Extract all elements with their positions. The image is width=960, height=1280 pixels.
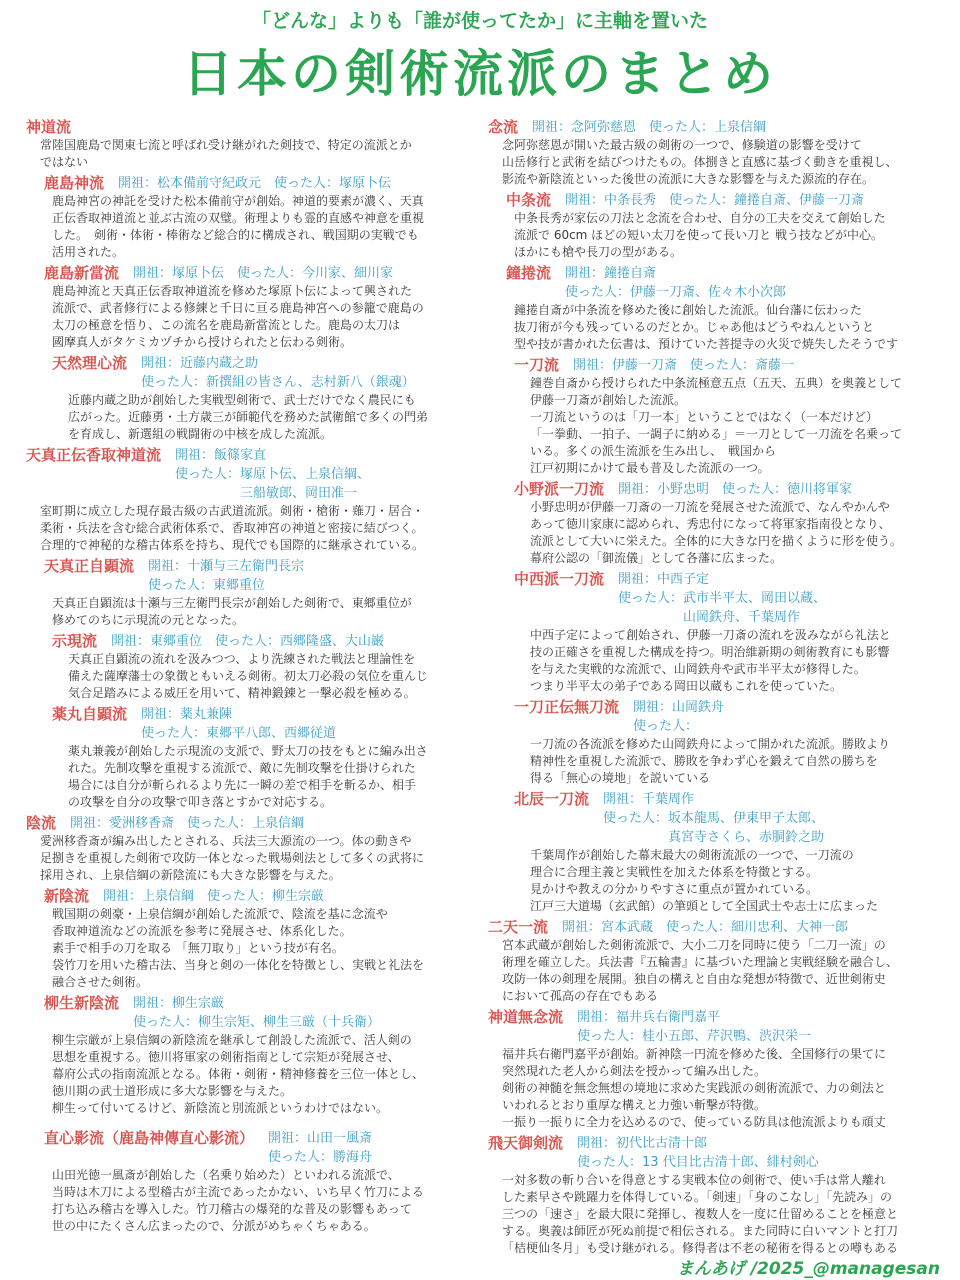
description-line: 技の正確さを重視した構成を持つ。明治維新期の剣術教育にも影響 <box>530 645 890 659</box>
school-meta <box>103 887 470 906</box>
school-entry <box>26 446 470 554</box>
school-header <box>26 118 470 137</box>
school-entry <box>26 887 470 991</box>
description-line: 戦国期の剣豪・上泉信綱が創始した流派で、陰流を基に念流や <box>52 907 388 921</box>
author-credit: まんあげ /2025_@managesan <box>676 1259 940 1279</box>
school-description <box>488 499 944 567</box>
school-name: 北辰一刀流 <box>514 790 590 808</box>
founder-users-line: 使った人：東郷重位 <box>148 578 266 593</box>
school-meta <box>577 1008 944 1046</box>
description-line: を育成し、新選組の戦闘術の中核を成した流派。 <box>68 427 333 441</box>
description-line: 福井兵右衛門嘉平が創始。新神陰一円流を修めた後、全国修行の果てに <box>502 1047 887 1061</box>
description-line: 備えた薩摩藩士の象徴ともいえる剣術。初太刀必殺の気位を重んじ <box>68 669 429 683</box>
description-line: 思想を重視する。徳川将軍家の剣術指南として宗矩が発展させ、 <box>52 1050 400 1064</box>
school-meta <box>268 1129 470 1167</box>
school-description <box>488 1172 944 1257</box>
description-line: 愛洲移香斎が編み出したとされる、兵法三大源流の一つ。体の動きや <box>40 834 412 848</box>
school-meta <box>133 994 470 1032</box>
school-description <box>488 736 944 787</box>
description-line: 当時は木刀による型稽古が主流であったかない、いち早く竹刀による <box>52 1185 424 1199</box>
description-line: 世の中にたくさん広まったので、分派がめちゃくちゃある。 <box>52 1219 376 1233</box>
school-name: 新陰流 <box>44 887 90 905</box>
school-name: 小野派一刀流 <box>514 480 605 498</box>
school-name: 示現流 <box>52 632 98 650</box>
school-header <box>488 1008 944 1046</box>
description-line: 精神性を重視した流派で、勝敗を争わず心を鍛えて自然の勝ちを <box>530 754 878 768</box>
school-description <box>26 651 470 702</box>
school-header <box>488 790 944 847</box>
school-entry <box>26 632 470 702</box>
founder-users-line: 山岡鉄舟、千葉周作 <box>618 610 801 625</box>
school-meta <box>565 191 944 210</box>
description-line: あって徳川家康に認められ、秀忠付になって将軍家指南役となり、 <box>530 517 891 531</box>
school-name: 二天一流 <box>488 918 549 936</box>
description-line: 融合させた剣術。 <box>52 975 149 989</box>
description-line: した素早さや跳躍力を体得している。「剣速」「身のこなし」「先読み」の <box>502 1190 893 1204</box>
school-name: 鹿島神流 <box>44 174 105 192</box>
school-name: 念流 <box>488 118 519 136</box>
description-line: 型や技が書かれた伝書は、預けていた菩提寺の火災で焼失したそうです <box>514 337 899 351</box>
founder-users-line: 開祖：上泉信綱 使った人：柳生宗厳 <box>103 889 325 904</box>
school-entry <box>26 118 470 171</box>
description-line: 常陸国鹿島で関東七流と呼ばれ受け継がれた剣技で、特定の流派とか <box>40 138 412 152</box>
description-line: 流派として大いに栄えた。全体的に大きな円を描くように形を使う。 <box>530 534 903 548</box>
school-description <box>488 375 944 477</box>
description-line: 術理を確立した。兵法書『五輪書』に基づいた理論と実戦経験を融合し、 <box>502 955 899 969</box>
description-line: 伊藤一刀斎が創始した流派。 <box>530 393 687 407</box>
founder-users-line: 開祖：初代比古清十郎 <box>577 1136 708 1151</box>
school-entry <box>488 790 944 915</box>
description-line: 近藤内蔵之助が創始した実戦型剣術で、武士だけでなく農民にも <box>68 393 416 407</box>
school-name: 一刀正伝無刀流 <box>514 698 620 716</box>
school-name: 中条流 <box>506 191 552 209</box>
school-name: 鹿島新當流 <box>44 264 120 282</box>
school-meta <box>618 570 944 627</box>
school-meta <box>562 918 944 937</box>
founder-users-line: 開祖：柳生宗厳 <box>133 996 225 1011</box>
description-line: 鹿島神宮の神託を受けた松本備前守が創始。神道的要素が濃く、天真 <box>52 194 424 208</box>
school-name: 天真正伝香取神道流 <box>26 446 162 464</box>
school-description <box>26 833 470 884</box>
description-line: いわれるとおり重厚な構えと力強い斬撃が特徴。 <box>502 1098 767 1112</box>
school-entry <box>26 1129 470 1235</box>
description-line: した。 剣術・体術・棒術など総合的に構成され、戦国期の実戦でも <box>52 228 419 242</box>
description-line: 気合足踏みによる威圧を用いて、精神鍛錬と一撃必殺を極める。 <box>68 686 416 700</box>
description-line: を与えた実戦的な流派で、山岡鉄舟や武市半平太が修得した。 <box>530 662 866 676</box>
school-name: 神道無念流 <box>488 1008 564 1026</box>
school-header <box>488 191 944 210</box>
description-line: の攻撃を自分の攻撃で叩き落とすかで対応する。 <box>68 795 333 809</box>
school-description <box>26 1167 470 1235</box>
school-name: 柳生新陰流 <box>44 994 120 1012</box>
description-line: 流派で 60cm ほどの短い太刀を使って長い刀と 戦う技などが中心。 <box>514 228 884 242</box>
school-entry <box>488 191 944 261</box>
description-line: 幕府公式の指南流派となる。体術・剣術・精神修養を三位一体とし、 <box>52 1067 425 1081</box>
description-line: 太刀の極意を悟り、この流名を鹿島新當流とした。鹿島の太刀は <box>52 318 401 332</box>
founder-users-line: 開祖：近藤内蔵之助 <box>141 356 259 371</box>
founder-users-line: 開祖：山田一風斎 <box>268 1131 373 1146</box>
description-line: 中西子定によって創始され、伊藤一刀斎の流れを汲みながら礼法と <box>530 628 891 642</box>
school-description <box>26 595 470 629</box>
description-line: 足捌きを重視した剣術で攻防一体となった戦場剣法として多くの武将に <box>40 851 425 865</box>
description-line: 鐘捲自斎が中条流を修めた後に創始した流派。仙台藩に伝わった <box>514 303 862 317</box>
description-line: 薬丸兼義が創始した示現流の支派で、野太刀の技をもとに編み出さ <box>68 744 428 758</box>
founder-users-line: 開祖：十瀬与三左衛門長宗 <box>148 559 305 574</box>
school-meta <box>141 705 470 743</box>
description-line: 修めてのちに示現流の元となった。 <box>52 613 245 627</box>
description-line: 山岳修行と武術を結びつけたもの。体捌きと直感に基づく動きを重視し、 <box>502 155 898 169</box>
school-description <box>26 906 470 991</box>
left-column <box>26 116 470 1238</box>
description-line: 一刀流というのは「刀一本」ということではなく（一本だけど） <box>530 410 879 424</box>
school-description <box>488 302 944 353</box>
school-entry <box>488 1134 944 1257</box>
school-entry <box>488 570 944 695</box>
description-line: 場合には自分が斬られるより先に一瞬の差で相手を斬るか、相手 <box>68 778 417 792</box>
description-line: 得る「無心の境地」を説いている <box>530 771 711 785</box>
page-subtitle: 「どんな」よりも「誰が使ってたか」に主軸を置いた <box>251 10 708 32</box>
school-entry <box>488 118 944 188</box>
description-line: 江戸初期にかけて最も普及した流派の一つ。 <box>530 461 770 475</box>
description-line: において孤高の存在でもある <box>502 989 659 1003</box>
school-name: 飛天御剣流 <box>488 1134 564 1152</box>
description-line: 徳川期の武士道形成に多大な影響を与えた。 <box>52 1084 293 1098</box>
school-meta <box>118 174 470 193</box>
description-line: 流派で、武者修行による修練と千日に亘る鹿島神宮への参籠で鹿島の <box>52 301 424 315</box>
school-name: 天然理心流 <box>52 354 128 372</box>
description-line: 柳生宗厳が上泉信綱の新陰流を継承して創設した流派で、活人剣の <box>52 1033 412 1047</box>
school-meta <box>633 698 944 736</box>
description-line: 鐘巻自斎から授けられた中条流極意五点（五天、五典）を奥義として <box>530 376 903 390</box>
school-meta <box>603 790 944 847</box>
school-description <box>488 627 944 695</box>
founder-users-line: 開祖：松本備前守紀政元 使った人：塚原卜伝 <box>118 176 392 191</box>
founder-users-line: 使った人：桂小五郎、芹沢鴨、渋沢栄一 <box>577 1029 812 1044</box>
description-line: 突然現れた老人から剣法を授かって編み出した。 <box>502 1064 767 1078</box>
description-line: 抜刀術が今も残っているのだとか。じゃあ他はどうやねんというと <box>514 320 875 334</box>
description-line: する。奥義は師匠が死ぬ前提で相伝される。また同時に白いマントと打刀 <box>502 1224 899 1238</box>
description-line: 一振り一振りに全力を込めるので、使っている防具は他流派よりも頑丈 <box>502 1115 886 1129</box>
description-line: 見かけや教えの分かりやすさに重点が置かれている。 <box>530 882 819 896</box>
school-header <box>488 1134 944 1172</box>
school-meta <box>111 632 470 651</box>
founder-users-line: 使った人：東郷平八郎、西郷従道 <box>141 726 337 741</box>
founder-users-line: 開祖：中西子定 <box>618 572 710 587</box>
founder-users-line: 真宮寺さくら、赤胴鈴之助 <box>603 830 825 845</box>
school-meta <box>618 480 944 499</box>
description-line: 攻防一体の剣理を展開。独自の構えと自由な発想が特徴で、近世剣術史 <box>502 972 886 986</box>
right-column <box>488 116 944 1260</box>
description-line: 天真正自顕流の流れを汲みつつ、より洗練された戦法と理論性を <box>68 652 416 666</box>
school-name: 中西派一刀流 <box>514 570 605 588</box>
school-description <box>488 1046 944 1131</box>
description-line: 宮本武蔵が創始した剣術流派で、大小二刀を同時に使う「二刀一流」の <box>502 938 886 952</box>
founder-users-line: 開祖：鐘捲自斎 <box>565 266 657 281</box>
school-meta <box>141 354 470 392</box>
school-entry <box>488 480 944 567</box>
description-line: 影流や新陰流といった後世の流派に大きな影響を与えた源流的存在。 <box>502 172 875 186</box>
founder-users-line: 開祖：東郷重位 使った人：西郷隆盛、大山巌 <box>111 634 385 649</box>
school-entry <box>26 174 470 261</box>
founder-users-line: 使った人：新撰組の皆さん、志村新八（銀魂） <box>141 375 415 390</box>
founder-users-line: 使った人：伊藤一刀斎、佐々木小次郎 <box>565 285 787 300</box>
description-line: 國摩真人がタケミカヅチから授けられたと伝わる剣術。 <box>52 335 353 349</box>
founder-users-line: 開祖：薬丸兼陳 <box>141 707 233 722</box>
school-description <box>488 137 944 188</box>
description-line: 一刀流の各流派を修めた山岡鉄舟によって開かれた流派。勝敗より <box>530 737 891 751</box>
description-line: れた。先制攻撃を重視する流派で、敵に先制攻撃を仕掛けられた <box>68 761 416 775</box>
school-name: 陰流 <box>26 814 57 832</box>
school-entry <box>488 264 944 353</box>
school-entry <box>26 814 470 884</box>
school-description <box>26 743 470 811</box>
founder-users-line: 使った人：坂本龍馬、伊東甲子太郎、 <box>603 811 825 826</box>
founder-users-line: 開祖：小野忠明 使った人：徳川将軍家 <box>618 482 853 497</box>
description-line: 一対多数の斬り合いを得意とする実戦本位の剣術で、使い手は常人離れ <box>502 1173 886 1187</box>
school-entry <box>26 354 470 443</box>
school-description <box>26 137 470 171</box>
description-line: 小野忠明が伊藤一刀斎の一刀流を発展させた流派で、なんやかんや <box>530 500 890 514</box>
school-name: 鐘捲流 <box>506 264 552 282</box>
description-line: 打ち込み稽古を導入した。竹刀稽古の爆発的な普及の影響もあって <box>52 1202 412 1216</box>
description-line: 柳生って付いてるけど、新陰流と別流派というわけではない。 <box>52 1101 389 1115</box>
school-header <box>26 814 470 833</box>
school-meta <box>577 1134 944 1172</box>
founder-users-line: 開祖：念阿弥慈恩 使った人：上泉信綱 <box>532 120 767 135</box>
school-description <box>26 392 470 443</box>
school-entry <box>488 698 944 787</box>
founder-users-line: 使った人：武市半平太、岡田以蔵、 <box>618 591 827 606</box>
description-line: 広がった。近藤勇・土方歳三が師範代を務めた試衛館で多くの門弟 <box>68 410 429 424</box>
description-line: 「一拳動、一拍子、一調子に納める」＝一刀として一刀流を名乗って <box>530 427 903 441</box>
school-header <box>488 118 944 137</box>
description-line: 柔術・兵法を含む総合武術体系で、香取神宮の神道と密接に結びつく。 <box>40 521 424 535</box>
school-description <box>488 210 944 261</box>
founder-users-line: 開祖：塚原卜伝 使った人：今川家、細川家 <box>133 266 394 281</box>
school-meta <box>175 446 470 503</box>
school-entry <box>26 994 470 1117</box>
school-entry <box>488 1008 944 1131</box>
founder-users-line: 使った人： <box>633 719 699 734</box>
description-line: 「桔梗仙冬月」も受け継がれる。修得者は不老の秘術を得るとの噂もある <box>502 1241 899 1255</box>
founder-users-line: 使った人：柳生宗矩、柳生三厳（十兵衛） <box>133 1015 381 1030</box>
school-description <box>26 193 470 261</box>
description-line: 三つの「速さ」を最大限に発揮し、複数人を一度に仕留めることを極意と <box>502 1207 899 1221</box>
description-line: 理合に合理主義と実戦性を加えた体系を特徴とする。 <box>530 865 819 879</box>
school-header <box>26 887 470 906</box>
school-meta <box>565 264 944 302</box>
description-line: 山田光徳一風斎が創始した（名乗り始めた）といわれる流派で、 <box>52 1168 400 1182</box>
school-meta <box>70 814 470 833</box>
description-line: 江戸三大道場（玄武館）の筆頭として全国武士や志士に広まった <box>530 899 879 913</box>
school-header <box>488 570 944 627</box>
school-entry <box>488 918 944 1005</box>
founder-users-line: 三船敏郎、岡田准一 <box>175 486 358 501</box>
founder-users-line: 開祖：山岡鉄舟 <box>633 700 725 715</box>
school-header <box>26 264 470 283</box>
school-meta <box>532 118 944 137</box>
description-line: 念阿弥慈恩が開いた最古級の剣術の一つで、修験道の影響を受けて <box>502 138 862 152</box>
school-entry <box>26 264 470 351</box>
description-line: ではない <box>40 155 89 169</box>
school-name: 神道流 <box>26 118 72 136</box>
school-description <box>26 283 470 351</box>
school-header <box>26 994 470 1032</box>
description-line: ほかにも槍や長刀の型がある。 <box>514 245 683 259</box>
founder-users-line: 開祖：福井兵右衛門嘉平 <box>577 1010 721 1025</box>
school-entry <box>26 705 470 811</box>
school-header <box>488 264 944 302</box>
description-line: つまり半平太の弟子である岡田以蔵もこれを使っていた。 <box>530 679 843 693</box>
school-entry <box>26 557 470 629</box>
description-line: 活用された。 <box>52 245 125 259</box>
description-line: 香取神道流などの流派を参考に発展させ、体系化した。 <box>52 924 352 938</box>
school-description <box>488 847 944 915</box>
description-line: 天真正自顕流は十瀬与三左衛門長宗が創始した剣術で、東郷重位が <box>52 596 412 610</box>
description-line: 合理的で神秘的な稽古体系を持ち、現代でも国際的に継承されている。 <box>40 538 425 552</box>
founder-users-line: 開祖：飯篠家直 <box>175 448 267 463</box>
school-name: 一刀流 <box>514 356 560 374</box>
founder-users-line: 開祖：伊藤一刀斎 使った人：斎藤一 <box>573 358 795 373</box>
description-line: 採用され、上泉信綱の新陰流にも大きな影響を与えた。 <box>40 868 341 882</box>
school-name: 薬丸自顕流 <box>52 705 128 723</box>
founder-users-line: 使った人：勝海舟 <box>268 1150 373 1165</box>
school-header <box>26 557 470 595</box>
description-line: 千葉周作が創始した幕末最大の剣術流派の一つで、一刀流の <box>530 848 854 862</box>
founder-users-line: 開祖：宮本武蔵 使った人：細川忠利、大神一郎 <box>562 920 849 935</box>
school-header <box>26 446 470 503</box>
description-line: 素手で相手の刀を取る 「無刀取り」という技が有名。 <box>52 941 344 955</box>
description-line: 室町期に成立した現存最古級の古武道流派。剣術・槍術・薙刀・居合・ <box>40 504 425 518</box>
description-line: 剣術の神髄を無念無想の境地に求めた実践派の剣術流派で、力の剣法と <box>502 1081 886 1095</box>
founder-users-line: 開祖：愛洲移香斎 使った人：上泉信綱 <box>70 816 305 831</box>
school-header <box>488 698 944 736</box>
school-description <box>26 1032 470 1117</box>
founder-users-line: 開祖：千葉周作 <box>603 792 695 807</box>
description-line: 中条長秀が家伝の刀法と念流を合わせ、自分の工夫を交えて創始した <box>514 211 886 225</box>
description-line: 鹿島神流と天真正伝香取神道流を修めた塚原卜伝によって興された <box>52 284 413 298</box>
school-header <box>488 480 944 499</box>
school-meta <box>148 557 470 595</box>
school-entry <box>488 356 944 477</box>
school-header <box>26 705 470 743</box>
page-title: 日本の剣術流派のまとめ <box>183 45 777 103</box>
founder-users-line: 使った人：塚原卜伝、上泉信綱、 <box>175 467 371 482</box>
school-header <box>26 354 470 392</box>
school-header <box>488 918 944 937</box>
school-header <box>26 632 470 651</box>
school-meta <box>133 264 470 283</box>
founder-users-line: 使った人：13 代目比古清十郎、緋村剣心 <box>577 1155 819 1170</box>
school-meta <box>573 356 944 375</box>
founder-users-line: 開祖：中条長秀 使った人：鐘捲自斎、伊藤一刀斎 <box>565 193 865 208</box>
description-line: 幕府公認の「御流儀」として各藩に広まった。 <box>530 551 783 565</box>
description-line: 袋竹刀を用いた稽古法、当身と剣の一体化を特徴とし、実戦と礼法を <box>52 958 425 972</box>
description-line: 正伝香取神道流と並ぶ古流の双璧。術理よりも霊的直感や神意を重視 <box>52 211 425 225</box>
school-description <box>26 503 470 554</box>
school-header <box>488 356 944 375</box>
description-line: いる。多くの派生流派を生み出し、 戦国から <box>530 444 777 458</box>
school-header <box>26 1129 470 1167</box>
school-name: 天真正自顕流 <box>44 557 135 575</box>
school-header <box>26 174 470 193</box>
school-description <box>488 937 944 1005</box>
school-name: 直心影流（鹿島神傳直心影流） <box>44 1129 255 1147</box>
